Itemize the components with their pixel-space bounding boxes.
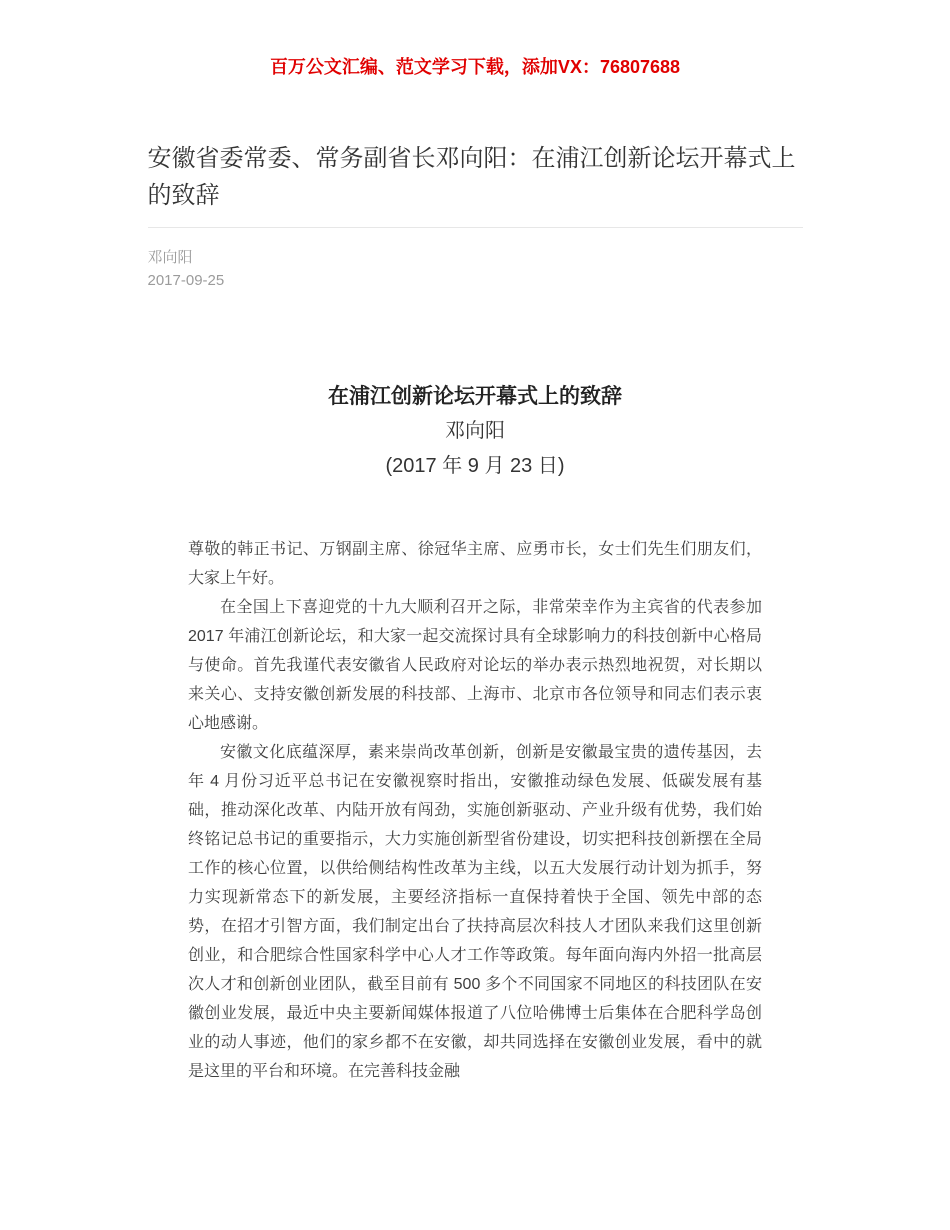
page-title: 安徽省委常委、常务副省长邓向阳：在浦江创新论坛开幕式上的致辞 bbox=[147, 145, 796, 209]
doc-paragraphs bbox=[188, 535, 762, 1086]
divider bbox=[148, 227, 803, 228]
publish-date: 2017-09-25 bbox=[147, 272, 225, 289]
doc-date: (2017 年 9 月 23 日) bbox=[385, 455, 565, 477]
paragraph: 在全国上下喜迎党的十九大顺利召开之际，非常荣幸作为主宾省的代表参加 2017 年浦江创新论坛，和大家一起交流探讨具有全球影响力的科技创新中心格局与使命。首先我谨代表安徽省人民政府对论坛的举办表示热烈地祝贺，对长期以来关心、支持安徽创新发展的科技部、上海市、北京市各位领导和同志们表示衷心地感谢。 bbox=[188, 599, 762, 732]
author-name: 邓向阳 bbox=[147, 249, 193, 266]
document-body bbox=[0, 384, 950, 1086]
paragraph: 安徽文化底蕴深厚，素来崇尚改革创新，创新是安徽最宝贵的遗传基因，去年 4 月份习近平总书记在安徽视察时指出，安徽推动绿色发展、低碳发展有基础，推动深化改革、内陆开放有闯劲，实施创新驱动、产业升级有优势，我们始终铭记总书记的重要指示，大力实施创新型省份建设，切实把科技创新摆在全局工作的核心位置，以供给侧结构性改革为主线，以五大发展行动计划为抓手，努力实现新常态下的新发展，主要经济指标一直保持着快于全国、领先中部的态势，在招才引智方面，我们制定出台了扶持高层次科技人才团队来我们这里创新创业，和合肥综合性国家科学中心人才工作等政策。每年面向海内外招一批高层次人才和创新创业团队，截至目前有 500 多个不同国家不同地区的科技团队在安徽创业发展，最近中央主要新闻媒体报道了八位哈佛博士后集体在合肥科学岛创业的动人事迹，他们的家乡都不在安徽，却共同选择在安徽创业发展，看中的就是这里的平台和环境。在完善科技金融 bbox=[188, 744, 762, 1080]
promo-banner: 百万公文汇编、范文学习下载，添加VX：76807688 bbox=[269, 57, 681, 77]
paragraph: 尊敬的韩正书记、万钢副主席、徐冠华主席、应勇市长，女士们先生们朋友们，大家上午好。 bbox=[188, 541, 762, 587]
article-meta bbox=[148, 246, 803, 292]
doc-author: 邓向阳 bbox=[445, 420, 505, 442]
doc-title: 在浦江创新论坛开幕式上的致辞 bbox=[328, 385, 622, 408]
article-header bbox=[148, 140, 803, 292]
